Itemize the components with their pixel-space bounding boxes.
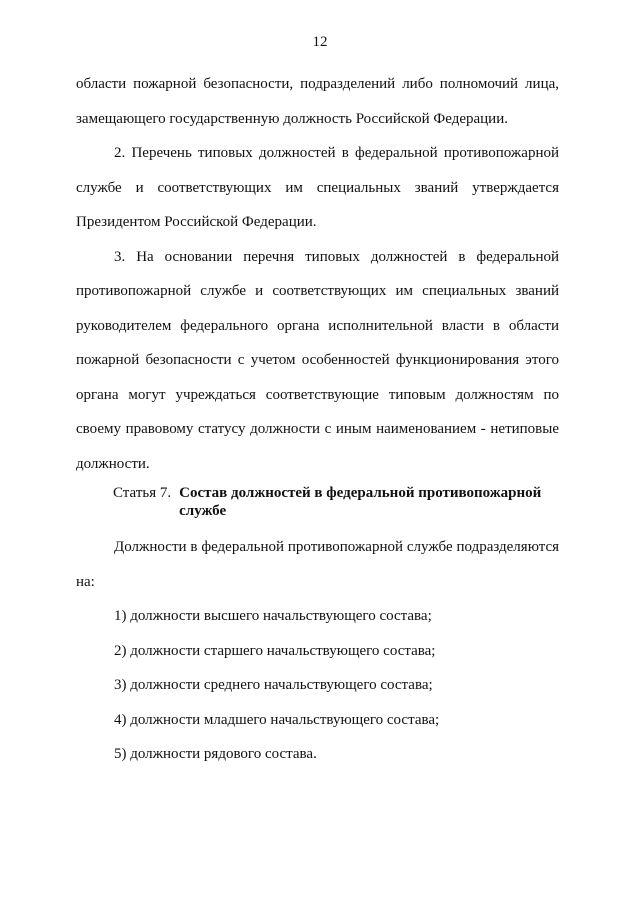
article-intro: Должности в федеральной противопожарной службе подразделяются на:	[76, 539, 559, 590]
list-item: 1) должности высшего начальствующего состава;	[114, 608, 432, 624]
article-body	[76, 530, 559, 772]
article-title: Состав должностей в федеральной противопожарной службе	[179, 485, 542, 519]
body-text	[76, 67, 559, 481]
paragraph-continuation: области пожарной безопасности, подразделений либо полномочий лица, замещающего государственную должность Российской Федерации.	[76, 76, 559, 127]
page-number: 12	[312, 34, 328, 50]
list-item: 4) должности младшего начальствующего состава;	[114, 711, 440, 728]
list-item: 3) должности среднего начальствующего состава;	[114, 677, 433, 693]
article-label: Статья 7.	[113, 485, 172, 501]
list-item: 5) должности рядового состава.	[114, 746, 317, 762]
article-heading	[113, 484, 559, 520]
list-item: 2) должности старшего начальствующего состава;	[114, 642, 436, 659]
paragraph-item-3: 3. На основании перечня типовых должностей в федеральной противопожарной службе и соответствующих им специальных званий руководителем федерального органа исполнительной власти в области пожарной безопасности с учетом особенностей функционирования этого органа могут учреждаться соответствующие типовым должностям по своему правовому статусу должности с иным наименованием - нетиповые должности.	[76, 248, 559, 472]
paragraph-item-2: 2. Перечень типовых должностей в федеральной противопожарной службе и соответствующих им специальных званий утверждается Президентом Российской Федерации.	[76, 145, 559, 230]
